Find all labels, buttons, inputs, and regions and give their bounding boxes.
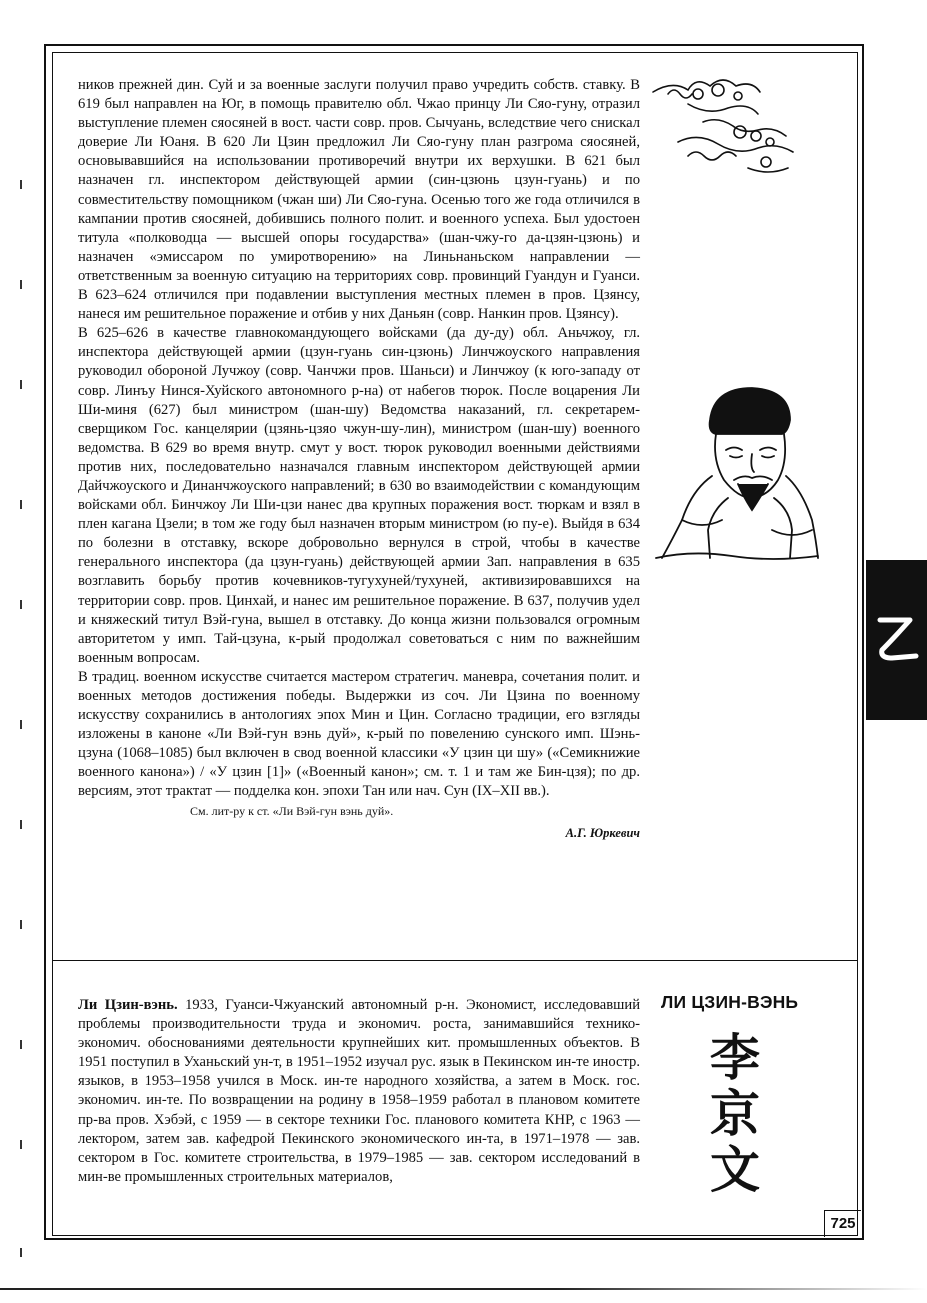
portrait-illustration [652, 380, 820, 560]
paragraph: В традиц. военном искусстве считается мастером стратегич. маневра, сочетания полит. и военных методов достижения победы. Выдержки из соч. Ли Цзина по военному искусству сохранились в антологиях эпох Мин и Цин. Согласно традиции, его взгляды изложены в каноне «Ли Вэй-гун вэнь дуй», к-рый по повелению сунского имп. Шэнь-цзуна (1068–1085) был включен в свод военной классики «У цзин ци шу» («Семикнижие военного канона») / «У цзин [1]» («Военный канон»; см. т. 1 и там же Бин-цзя); по др. версиям, этот трактат — подделка кон. эпохи Тан или нач. Сун (IX–XII вв.). [78, 668, 640, 800]
entry-title: ЛИ ЦЗИН-ВЭНЬ [661, 992, 799, 1012]
scan-edge [0, 1288, 927, 1290]
see-literature-note: См. лит-ру к ст. «Ли Вэй-гун вэнь дуй». [190, 803, 394, 818]
hanzi-char: 文 [710, 1141, 760, 1199]
author-signature: А.Г. Юркевич [565, 825, 640, 840]
cloud-ornament-icon [648, 72, 798, 182]
hanzi-char: 李 [710, 1029, 760, 1087]
page-number: 725 [824, 1210, 861, 1237]
hanzi-char: 京 [710, 1085, 760, 1143]
hanzi-name [690, 1030, 780, 1198]
article-li-jing-continued [78, 76, 640, 843]
article-divider [52, 960, 858, 961]
section-tab-glyph-icon [872, 612, 920, 662]
paragraph: ников прежней дин. Суй и за военные заслуги получил право учредить собств. ставку. В 619 был направлен на Юг, в помощь правителю обл. Чжао принцу Ли Сяо-гуну, отразил выступление племен сяосяней в вост. части совр. пров. Сычуань, вследствие чего снискал доверие Ли Юаня. В 620 Ли Цзин предложил Ли Сяо-гуну план разгрома сяосяней, основывавшийся на использовании противоречий внутри их верхушки. В 621 был назначен гл. инспектором действующей армии (син-цзюнь цзун-гуань) и по совместительству помощником (чжан ши) Ли Сяо-гуна. Осенью того же года отличился в кампании против сяосяней, добившись полного полит. и военного успеха. Был удостоен титула «полководца — высшей опоры государства» (шан-чжу-го да-цзян-цзюнь) и назначен «эмиссаром по умиротворению» на Линьнаньском направлении — ответственным за военную ситуацию на территориях совр. провинций Гуандун и Гуанси. В 623–624 отличился при подавлении выступления местных племен в пров. Цзянсу, нанеся им решительное поражение и отбив у них Даньян (совр. Нанкин пров. Цзянсу). [78, 77, 640, 323]
article-li-jingwen [78, 996, 640, 1187]
paragraph: В 625–626 в качестве главнокомандующего войсками (да ду-ду) обл. Аньчжоу, гл. инспектора действующей армии (цзун-гуань син-цзюнь) Линчжоуского направления руководил обороной Лучжоу (совр. Чанчжи пров. Шаньси) и Линчжоу (к юго-западу от совр. Линъу Нинся-Хуйского автономного р-на) от набегов тюрок. После воцарения Ли Ши-миня (627) был министром (шан-шу) Ведомства наказаний, гл. секретарем-сверщиком Гос. канцелярии (цзянь-цзяо чжун-шу-лин), министром (шан-шу) военного ведомства. В 629 во время внутр. смут у вост. тюрок руководил военными действиями против них, последовательно назначался главным инспектором действующей армии Дайчжоуского и Динанчжоуского направлений; в 630 во взаимодействии с командующим войсками обл. Бинчжоу Ли Ши-цзи нанес два крупных поражения вост. тюркам и взял в плен кагана Цзели; в том же году был назначен вторым министром (ю пу-е). Выйдя в 634 по болезни в отставку, вскоре добровольно вернулся в строй, чтобы в качестве генерального инспектора (да цзун-гуань) действующей армии Зап. направления в 635 возглавить борьбу против кочевников-тугухуней/тухуней, активизировавшихся на территории совр. пров. Цинхай, и нанес им решительное поражение. В 637, получив удел и княжеский титул Вэй-гуна, вышел в отставку. До конца жизни пользовался огромным авторитетом у имп. Тай-цзуна, к-рый продолжал советоваться с ним по важнейшим военным вопросам. [78, 325, 640, 666]
article-body: 1933, Гуанси-Чжуанский автономный р-н. Экономист, исследовавший проблемы производительности труда и экономич. роста, занимавшийся технико-экономич. обоснованиями деятельности крупнейших кит. промышленных объектов. В 1951 поступил в Уханьский ун-т, в 1951–1952 изучал рус. язык в Пекинском ин-те иностр. языков, в 1953–1958 учился в Моск. ин-те народного хозяйства, а затем в Моск. гос. экономич. ин-те. По возвращении на родину в 1958–1959 работал в плановом комитете пр-ва пров. Хэбэй, с 1959 — в секторе техники Гос. планового комитета КНР, с 1963 — лектором, затем зав. кафедрой Пекинского экономического ин-та, в 1971–1978 — зав. сектором в Гос. комитете строительства, в 1979–1985 — зав. сектором исследований в мин-ве промышленных строительных материалов, [78, 997, 641, 1185]
headword: Ли Цзин-вэнь. [78, 997, 178, 1013]
paragraph [78, 996, 640, 1187]
